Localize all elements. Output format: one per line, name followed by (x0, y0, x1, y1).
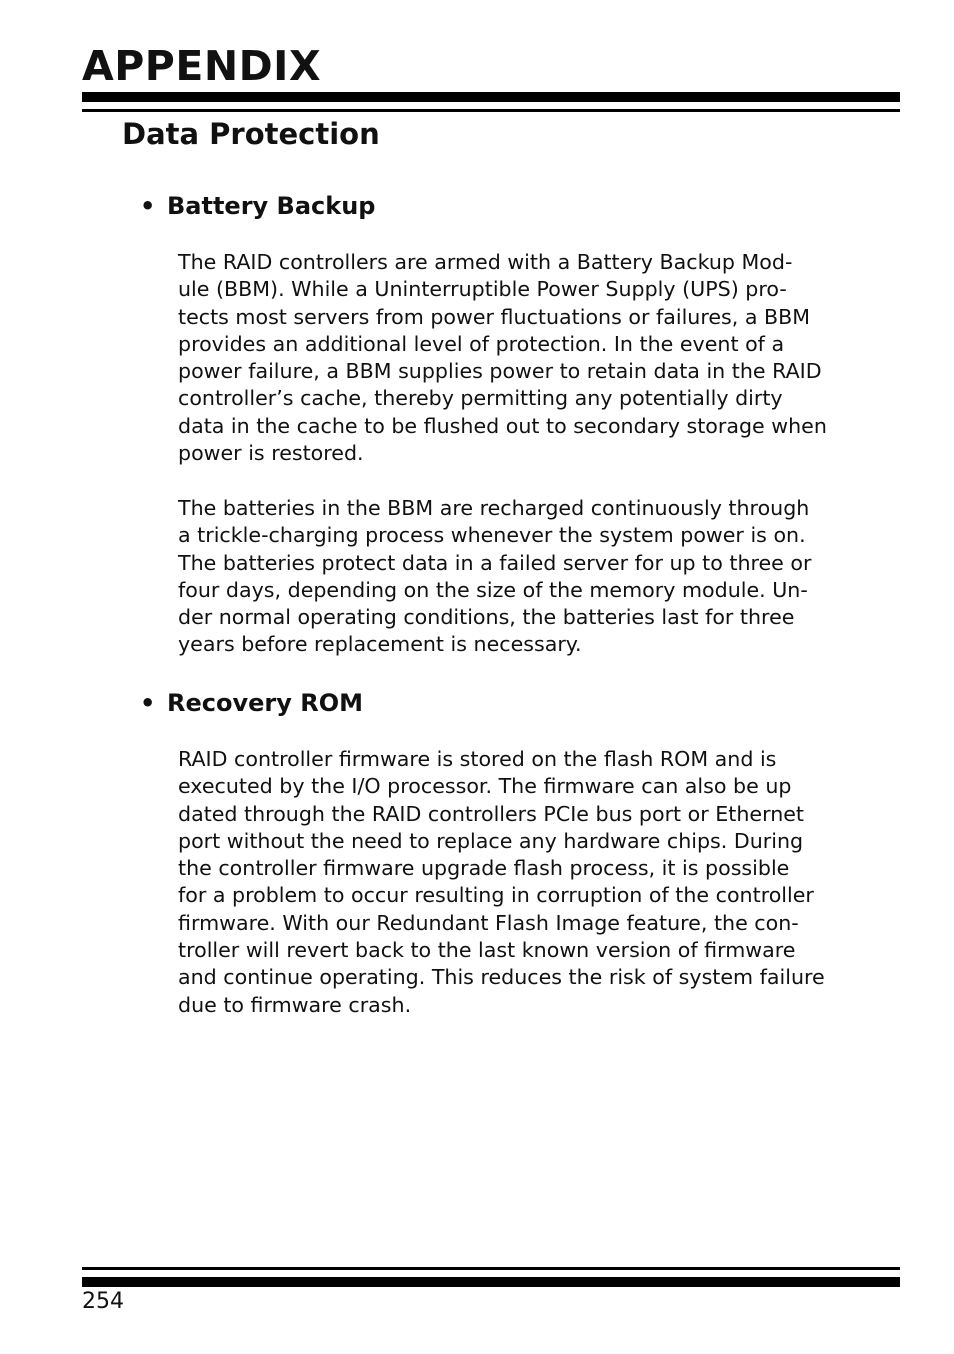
section-title: Data Protection (122, 117, 380, 151)
appendix-title: APPENDIX (82, 42, 322, 90)
text-line: firmware. With our Redundant Flash Image feature, the con- (178, 910, 799, 935)
text-line: tects most servers from power fluctuations or failures, a BBM (178, 304, 811, 329)
battery-backup-paragraph-1 (178, 249, 908, 467)
battery-backup-heading-text: Battery Backup (167, 192, 376, 220)
text-line: four days, depending on the size of the memory module. Un- (178, 577, 808, 602)
text-line: data in the cache to be flushed out to secondary storage when (178, 413, 827, 438)
header-rule-thin (82, 109, 900, 112)
text-line: power is restored. (178, 441, 364, 466)
bullet-icon: • (140, 192, 156, 220)
text-line: the controller firmware upgrade flash process, it is possible (178, 856, 790, 881)
text-line: executed by the I/O processor. The firmware can also be up (178, 774, 792, 799)
text-line: power failure, a BBM supplies power to retain data in the RAID (178, 359, 822, 384)
text-line: for a problem to occur resulting in corruption of the controller (178, 883, 814, 908)
battery-backup-heading (140, 190, 376, 222)
text-line: provides an additional level of protection. In the event of a (178, 331, 785, 356)
text-line: controller’s cache, thereby permitting any potentially dirty (178, 386, 783, 411)
text-line: port without the need to replace any hardware chips. During (178, 828, 804, 853)
recovery-rom-paragraph (178, 746, 908, 1019)
footer-rule-thin (82, 1267, 900, 1270)
bullet-icon: • (140, 689, 156, 717)
text-line: The batteries protect data in a failed server for up to three or (178, 550, 812, 575)
page-number: 254 (82, 1289, 124, 1314)
recovery-rom-heading-text: Recovery ROM (167, 689, 363, 717)
header-rule-thick (82, 92, 900, 102)
text-line: The RAID controllers are armed with a Battery Backup Mod- (178, 250, 793, 274)
footer-rule-thick (82, 1277, 900, 1287)
text-line: and continue operating. This reduces the risk of system failure (178, 965, 825, 990)
text-line: a trickle-charging process whenever the system power is on. (178, 523, 806, 548)
recovery-rom-heading (140, 687, 363, 719)
text-line: years before replacement is necessary. (178, 632, 582, 657)
text-line: der normal operating conditions, the batteries last for three (178, 605, 795, 630)
text-line: RAID controller firmware is stored on the flash ROM and is (178, 747, 777, 771)
text-line: ule (BBM). While a Uninterruptible Power Supply (UPS) pro- (178, 277, 787, 302)
text-line: dated through the RAID controllers PCIe bus port or Ethernet (178, 801, 804, 826)
battery-backup-paragraph-2 (178, 495, 908, 659)
text-line: troller will revert back to the last known version of firmware (178, 938, 796, 963)
text-line: The batteries in the BBM are recharged continuously through (178, 496, 810, 520)
text-line: due to firmware crash. (178, 992, 412, 1017)
